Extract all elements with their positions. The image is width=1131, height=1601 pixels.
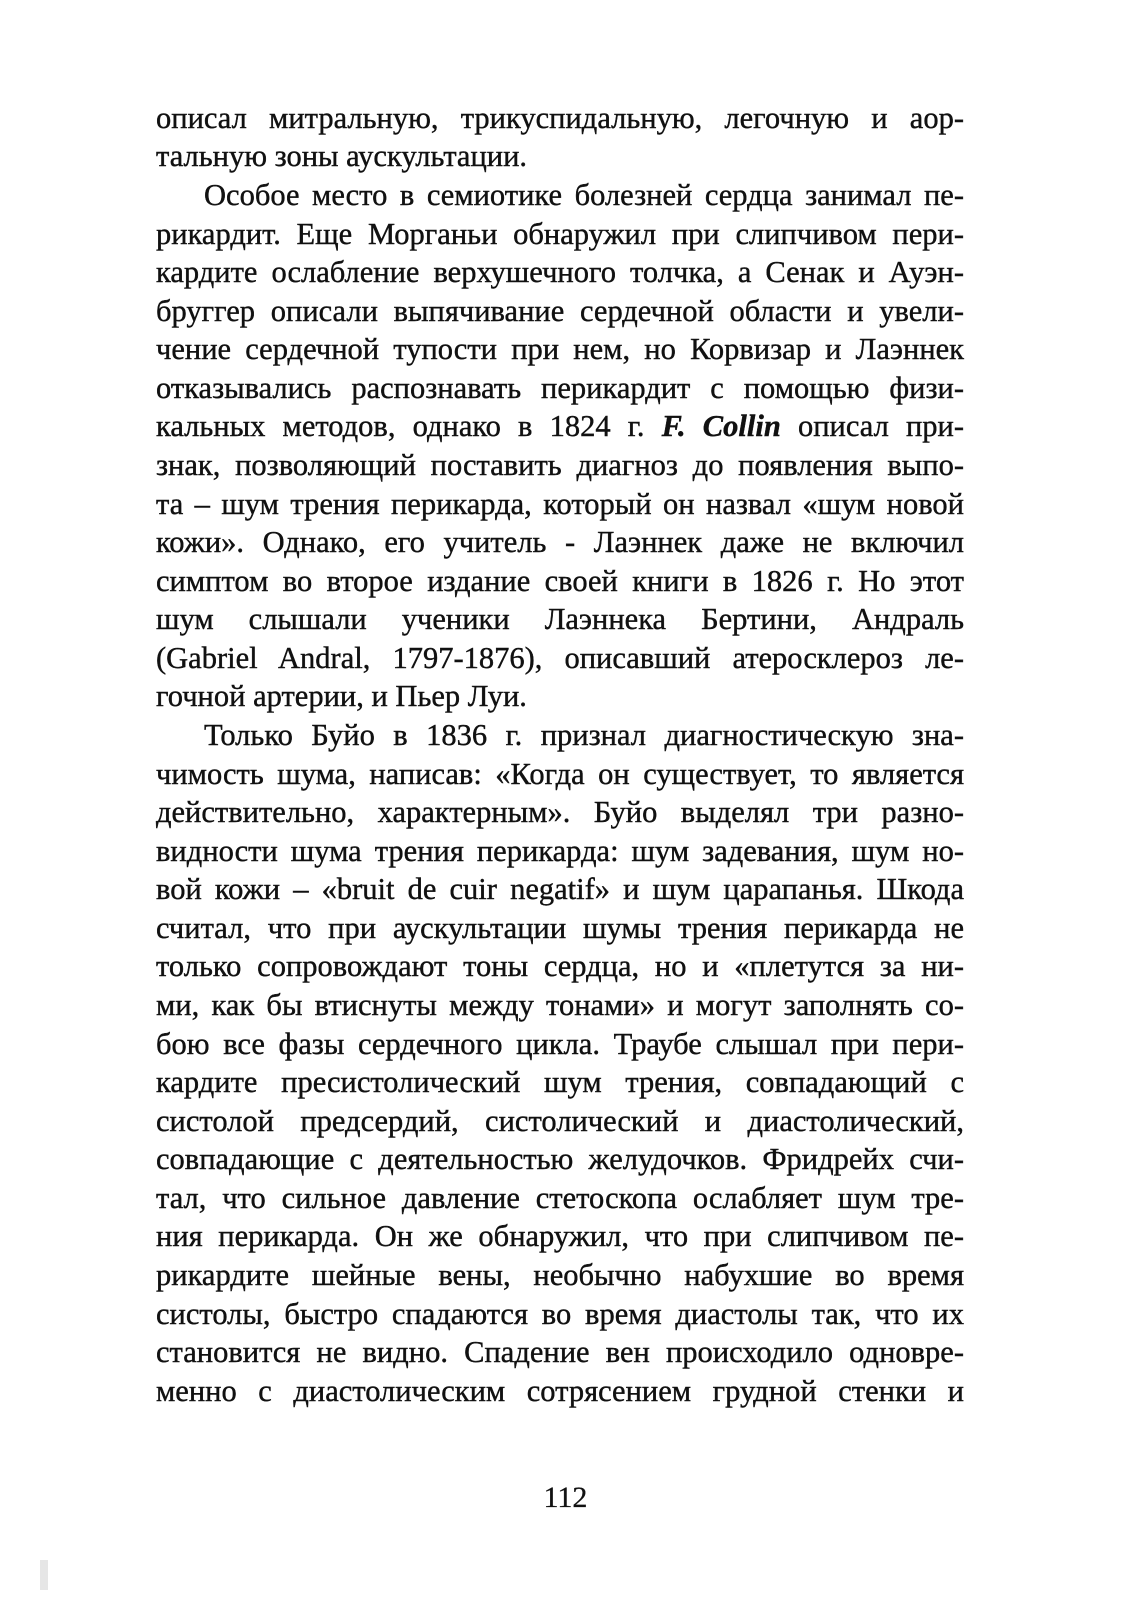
text-line: гочной артерии, и Пьер Луи. [156,679,527,713]
text-line: тал, что сильное давление стетоскопа ослабляет шум тре- [156,1181,964,1215]
text-line: систолы, быстро спадаются во время диастолы так, что их [156,1297,964,1331]
text-line: видности шума трения перикарда: шум задевания, шум но- [156,834,964,868]
text-line: симптом во второе издание своей книги в 1826 г. Но этот [156,564,964,598]
text-line: кожи». Однако, его учитель - Лаэннек даже не включил [156,525,964,559]
text-line: ния перикарда. Он же обнаружил, что при слипчивом пе- [156,1219,964,1253]
text-line: считал, что при аускультации шумы трения перикарда не [156,911,964,945]
text-line: чение сердечной тупости при нем, но Корвизар и Лаэннек [156,332,964,366]
text-line: кардите ослабление верхушечного толчка, а Сенак и Ауэн- [156,255,964,289]
scan-edge-mark [40,1560,48,1590]
text-line: ми, как бы втиснуты между тонами» и могут заполнять со- [156,988,964,1022]
text-line: отказывались распознавать перикардит с помощью физи- [156,371,964,405]
text-line: знак, позволяющий поставить диагноз до появления выпо- [156,448,964,482]
text-line: шум слышали ученики Лаэннека Бертини, Андраль [156,602,964,636]
body-text [156,98,964,1428]
text-line: рикардит. Еще Морганьи обнаружил при слипчивом пери- [156,217,964,251]
text-line: действительно, характерным». Буйо выделял три разно- [156,795,964,829]
text-line: рикардите шейные вены, необычно набухшие во время [156,1258,964,1292]
text-line: становится не видно. Спадение вен происходило одновре- [156,1335,964,1369]
text-line: кальных методов, однако в 1824 г. F. Collin описал при- [156,409,964,443]
text-line: Только Буйо в 1836 г. признал диагностическую зна- [204,718,964,752]
text-line: бою все фазы сердечного цикла. Траубе слышал при пери- [156,1027,964,1061]
text-line: только сопровождают тоны сердца, но и «плетутся за ни- [156,949,964,983]
author-name-emphasis: F. Collin [661,409,781,443]
text-line: бруггер описали выпячивание сердечной области и увели- [156,294,964,328]
text-line: тальную зоны аускультации. [156,139,528,173]
text-line: кардите пресистолический шум трения, совпадающий с [156,1065,964,1099]
page-number: 112 [543,1481,588,1514]
text-line: (Gabriel Andral, 1797-1876), описавший атеросклероз ле- [156,641,964,675]
text-line: менно с диастолическим сотрясением грудной стенки и [156,1374,964,1408]
text-line: Особое место в семиотике болезней сердца занимал пе- [204,178,964,212]
text-line: систолой предсердий, систолический и диастолический, [156,1104,964,1138]
text-line: описал митральную, трикуспидальную, легочную и аор- [156,101,964,135]
text-line: вой кожи – «bruit de cuir negatif» и шум царапанья. Шкода [156,872,964,906]
text-line: совпадающие с деятельностью желудочков. Фридрейх счи- [156,1142,964,1176]
text-line: чимость шума, написав: «Когда он существует, то является [156,757,964,791]
text-line: та – шум трения перикарда, который он назвал «шум новой [156,487,964,521]
